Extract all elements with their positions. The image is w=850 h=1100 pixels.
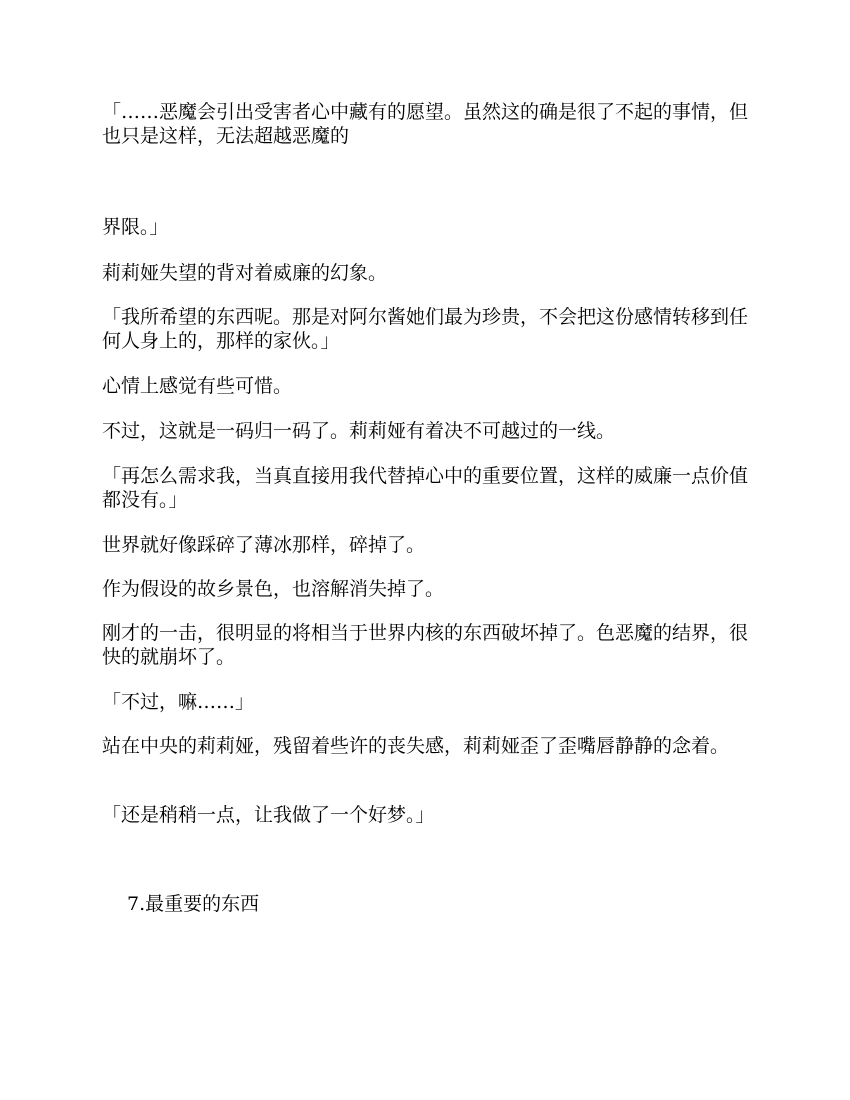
paragraph-lilia-disappointed: 莉莉娅失望的背对着威廉的幻象。 (102, 262, 388, 284)
paragraph-world-shattered: 世界就好像踩碎了薄冰那样，碎掉了。 (102, 534, 426, 556)
paragraph-barrier-collapse: 刚才的一击，很明显的将相当于世界内核的东西破坏掉了。色恶魔的结界，很快的就崩坏了。 (102, 622, 749, 668)
paragraph-no-value: 「再怎么需求我，当真直接用我代替掉心中的重要位置，这样的威廉一点价值都没有。」 (102, 465, 749, 511)
paragraph-however: 「不过，嘛……」 (102, 691, 255, 713)
paragraph-line: 不过，这就是一码归一码了。莉莉娅有着决不可越过的一线。 (102, 420, 616, 442)
paragraph-demon-wish: 「……恶魔会引出受害者心中藏有的愿望。虽然这的确是很了不起的事情，但也只是这样，无法超越恶魔的 (102, 101, 749, 147)
paragraph-good-dream: 「还是稍稍一点，让我做了一个好梦。」 (102, 804, 435, 826)
paragraph-scenery-dissolved: 作为假设的故乡景色，也溶解消失掉了。 (102, 578, 445, 600)
paragraph-boundary: 界限。」 (102, 216, 169, 238)
paragraph-lilia-murmurs: 站在中央的莉莉娅，残留着些许的丧失感，莉莉娅歪了歪嘴唇静静的念着。 (102, 735, 730, 757)
chapter-heading: 7.最重要的东西 (127, 893, 260, 915)
paragraph-regret: 心情上感觉有些可惜。 (102, 375, 293, 397)
paragraph-what-i-wish: 「我所希望的东西呢。那是对阿尔酱她们最为珍贵，不会把这份感情转移到任何人身上的，那样的家伙。」 (102, 306, 749, 352)
